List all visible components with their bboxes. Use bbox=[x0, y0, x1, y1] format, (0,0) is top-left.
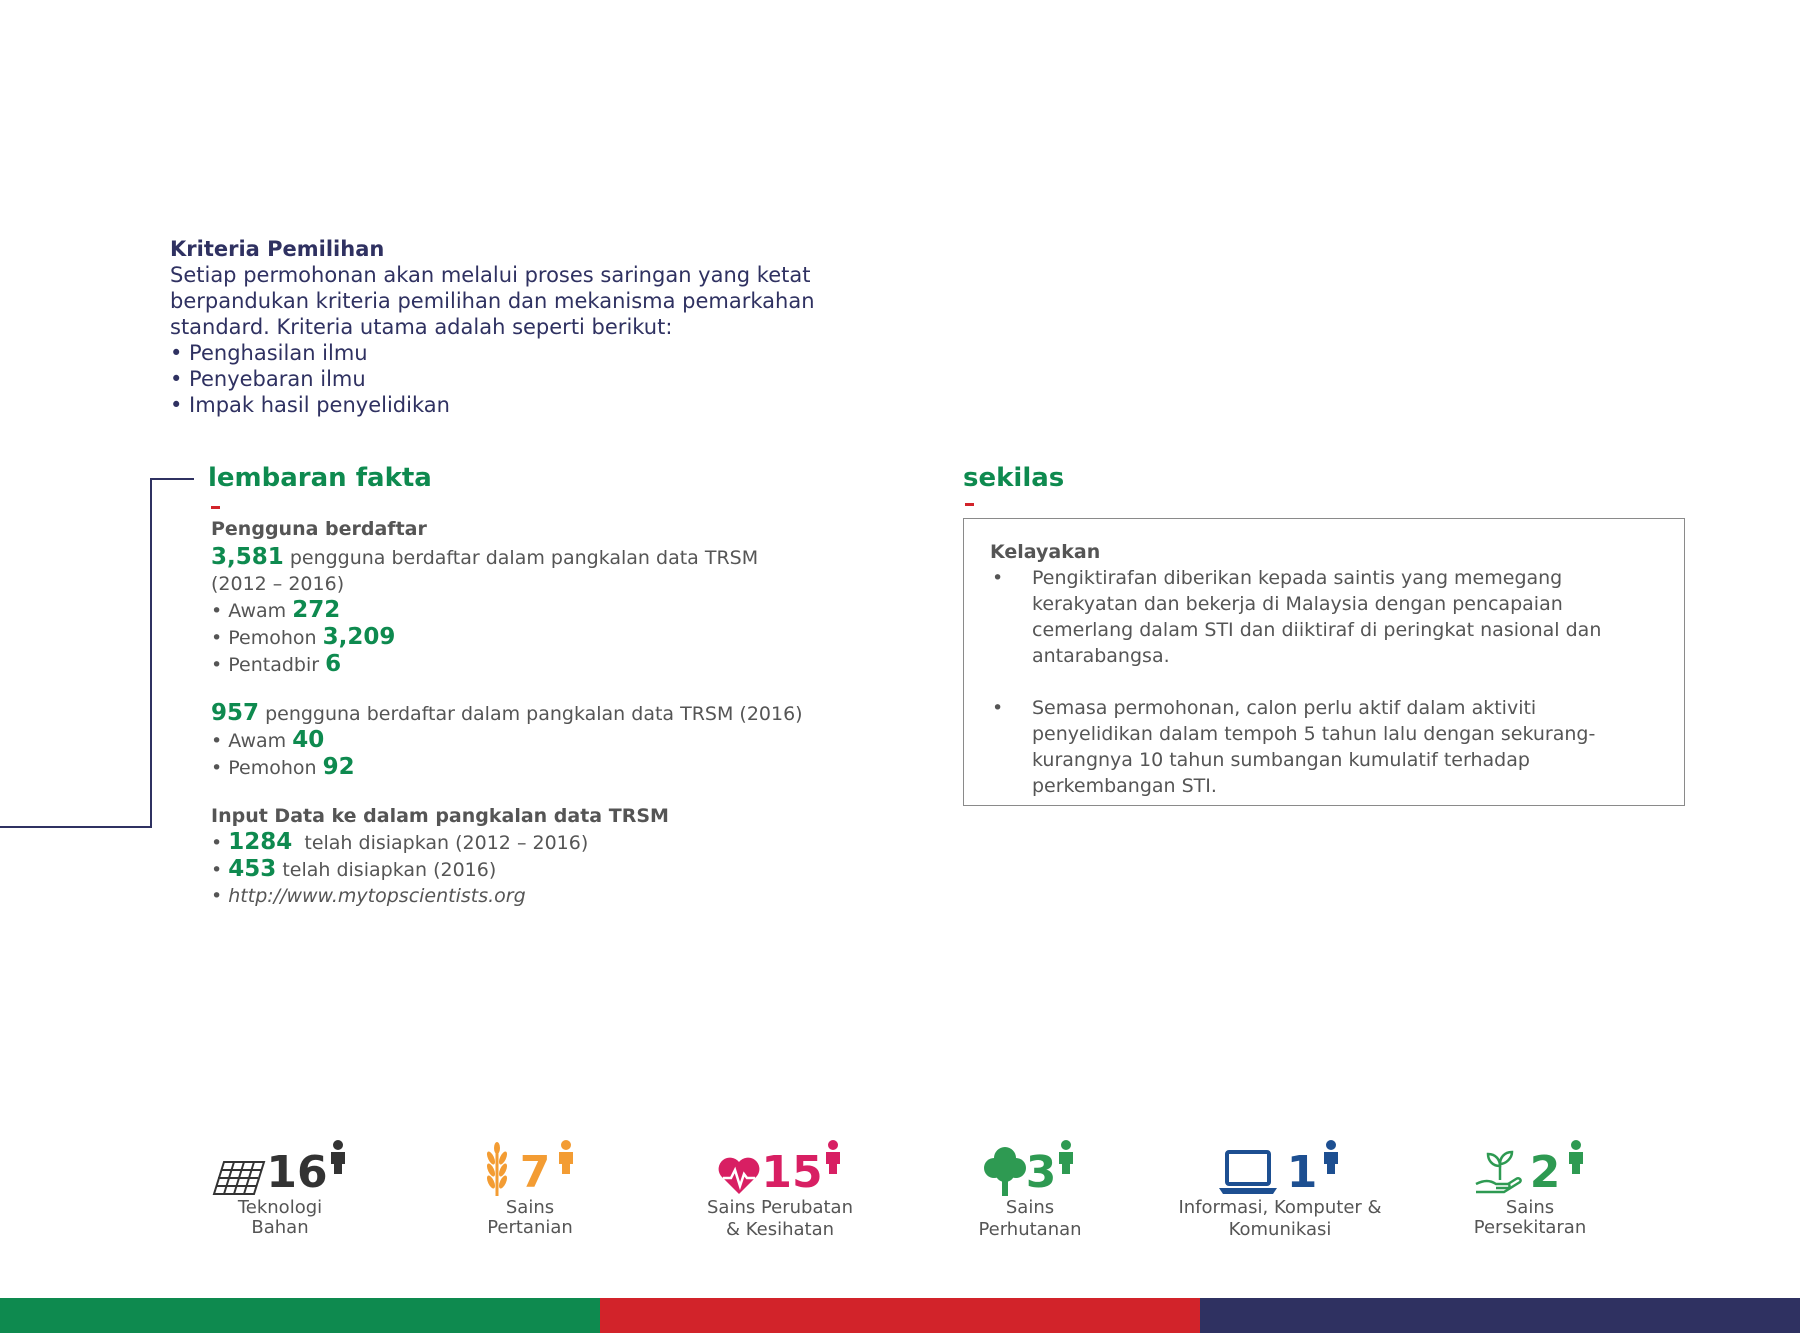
stat-sains-perubatan bbox=[670, 1138, 890, 1240]
stat-label: & Kesihatan bbox=[725, 1219, 835, 1240]
input-list bbox=[211, 829, 851, 909]
kriteria-bullet: • Penyebaran ilmu bbox=[170, 367, 366, 391]
tree-icon bbox=[984, 1146, 1026, 1196]
stat-label: Teknologi bbox=[237, 1197, 323, 1218]
kelayakan-point: • Semasa permohonan, calon perlu aktif dalam aktiviti penyelidikan dalam tempoh 5 tahun lalu dengan sekurang-kurangnya 10 tahun sumbangan kumulatif terhadap perkembangan STI. bbox=[990, 695, 1658, 799]
stat-count: 7 bbox=[519, 1147, 551, 1198]
stat-label: Informasi, Komputer & bbox=[1178, 1197, 1382, 1218]
breakdown-list bbox=[211, 597, 851, 678]
total-2016-value: 957 bbox=[211, 700, 260, 726]
input-text: telah disiapkan (2016) bbox=[282, 859, 497, 881]
sekilas-red-dash bbox=[965, 503, 974, 506]
breakdown-value: 6 bbox=[325, 651, 342, 677]
breakdown-item bbox=[211, 624, 851, 651]
kriteria-line: standard. Kriteria utama adalah seperti berikut: bbox=[170, 315, 673, 339]
stat-teknologi-bahan bbox=[170, 1138, 390, 1238]
stat-label: Perhutanan bbox=[978, 1219, 1082, 1240]
breakdown-label: • Pemohon bbox=[211, 627, 317, 649]
kriteria-bullet: • Impak hasil penyelidikan bbox=[170, 393, 450, 417]
fakta-red-dash bbox=[211, 506, 220, 509]
kriteria-line: Setiap permohonan akan melalui proses saringan yang ketat bbox=[170, 263, 811, 287]
stat-count: 15 bbox=[761, 1147, 823, 1198]
person-icon bbox=[1321, 1140, 1341, 1174]
stat-label: Pertanian bbox=[487, 1217, 573, 1238]
stat-label: Komunikasi bbox=[1228, 1219, 1332, 1240]
kelayakan-list bbox=[990, 565, 1658, 799]
breakdown-value: 40 bbox=[292, 727, 325, 753]
stat-informasi-komputer bbox=[1170, 1138, 1390, 1240]
stat-count: 2 bbox=[1529, 1147, 1561, 1198]
kelayakan-point: • Pengiktirafan diberikan kepada saintis yang memegang kerakyatan dan bekerja di Malaysia dengan pencapaian cemerlang dalam STI dan diiktiraf di peringkat nasional dan antarabangsa. bbox=[990, 565, 1658, 669]
footer-segment-red bbox=[600, 1298, 1200, 1333]
breakdown-item bbox=[211, 651, 851, 678]
website-link[interactable]: http://www.mytopscientists.org bbox=[228, 885, 526, 907]
stat-label: Sains bbox=[1005, 1197, 1055, 1218]
total-value: 3,581 bbox=[211, 544, 284, 570]
breakdown-2016-list bbox=[211, 727, 851, 781]
total-line bbox=[211, 544, 851, 571]
input-value: 1284 bbox=[228, 829, 293, 855]
total-text: pengguna berdaftar dalam pangkalan data TRSM bbox=[289, 547, 759, 569]
breakdown-value: 3,209 bbox=[322, 624, 396, 650]
person-icon bbox=[1056, 1140, 1076, 1174]
person-icon bbox=[556, 1140, 576, 1174]
input-item bbox=[211, 829, 851, 856]
plant-hand-icon bbox=[1474, 1150, 1524, 1196]
breakdown-item bbox=[211, 754, 851, 781]
stat-label: Sains bbox=[505, 1197, 555, 1218]
breakdown-value: 272 bbox=[292, 597, 341, 623]
input-value: 453 bbox=[228, 856, 277, 882]
heart-pulse-icon bbox=[717, 1156, 761, 1196]
kelayakan-box bbox=[963, 518, 1685, 806]
kriteria-line: berpandukan kriteria pemilihan dan mekanisma pemarkahan bbox=[170, 289, 815, 313]
stat-sains-pertanian bbox=[420, 1138, 640, 1238]
breakdown-item bbox=[211, 597, 851, 624]
stat-label: Sains Perubatan bbox=[706, 1197, 853, 1218]
person-icon bbox=[1566, 1140, 1586, 1174]
footer-segment-navy bbox=[1200, 1298, 1800, 1333]
bullet: • bbox=[211, 885, 223, 907]
stat-sains-perhutanan bbox=[920, 1138, 1140, 1240]
input-item bbox=[211, 856, 851, 883]
stat-count: 16 bbox=[266, 1147, 328, 1198]
bracket-decoration bbox=[0, 477, 152, 829]
total-2016-line bbox=[211, 700, 851, 727]
sekilas-heading: sekilas bbox=[963, 463, 1065, 493]
total-period: (2012 – 2016) bbox=[211, 573, 345, 595]
wheat-icon bbox=[484, 1142, 510, 1196]
stat-sains-persekitaran bbox=[1420, 1138, 1640, 1238]
kelayakan-title: Kelayakan bbox=[990, 541, 1101, 563]
fakta-heading: lembaran fakta bbox=[208, 463, 432, 493]
kriteria-list bbox=[170, 340, 870, 418]
total-2016-text: pengguna berdaftar dalam pangkalan data TRSM (2016) bbox=[265, 703, 803, 725]
bullet: • bbox=[211, 832, 223, 854]
person-icon bbox=[823, 1140, 843, 1174]
breakdown-label: • Awam bbox=[211, 730, 287, 752]
stat-count: 1 bbox=[1286, 1147, 1318, 1198]
kriteria-section bbox=[170, 236, 870, 418]
breakdown-label: • Pemohon bbox=[211, 757, 317, 779]
breakdown-label: • Pentadbir bbox=[211, 654, 320, 676]
stat-label: Persekitaran bbox=[1473, 1217, 1587, 1238]
breakdown-value: 92 bbox=[322, 754, 355, 780]
input-title: Input Data ke dalam pangkalan data TRSM bbox=[211, 805, 669, 827]
person-icon bbox=[328, 1140, 348, 1174]
footer-color-bar bbox=[0, 1298, 1800, 1333]
pengguna-title: Pengguna berdaftar bbox=[211, 518, 427, 540]
fakta-section bbox=[211, 516, 851, 909]
stat-count: 3 bbox=[1025, 1147, 1057, 1198]
grid-panel-icon bbox=[212, 1156, 266, 1196]
kriteria-bullet: • Penghasilan ilmu bbox=[170, 341, 368, 365]
breakdown-item bbox=[211, 727, 851, 754]
input-text: telah disiapkan (2012 – 2016) bbox=[304, 832, 589, 854]
bracket-top-line bbox=[150, 477, 194, 481]
kriteria-title: Kriteria Pemilihan bbox=[170, 237, 385, 261]
laptop-icon bbox=[1219, 1150, 1277, 1196]
breakdown-label: • Awam bbox=[211, 600, 287, 622]
stat-label: Bahan bbox=[251, 1217, 309, 1238]
stat-label: Sains bbox=[1505, 1197, 1555, 1218]
bullet: • bbox=[211, 859, 223, 881]
footer-segment-green bbox=[0, 1298, 600, 1333]
url-item bbox=[211, 883, 851, 909]
